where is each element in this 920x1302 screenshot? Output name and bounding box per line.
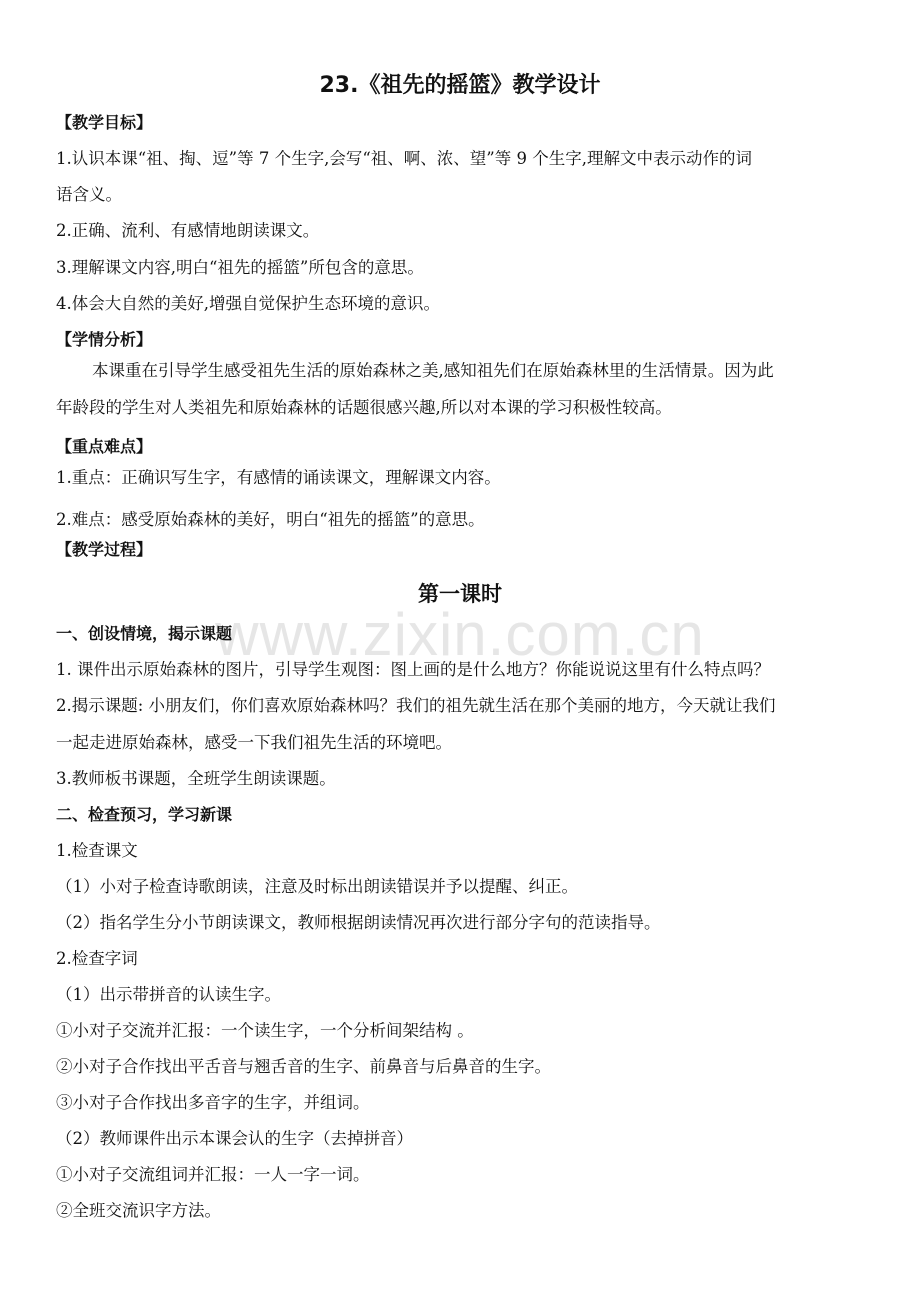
part2-line: （1）小对子检查诗歌朗读，注意及时标出朗读错误并予以提醒、纠正。 — [56, 877, 578, 896]
part2-line: ①小对子交流并汇报：一个读生字，一个分析间架结构 。 — [56, 1021, 474, 1040]
keypoint-line: 2.难点：感受原始森林的美好，明白“祖先的摇篮”的意思。 — [56, 510, 485, 529]
watermark: www.zixin.com.cn — [215, 601, 705, 668]
document-title: 23.《祖先的摇篮》教学设计 — [319, 73, 601, 98]
part2-line: （2）指名学生分小节朗读课文，教师根据朗读情况再次进行部分字句的范读指导。 — [56, 913, 661, 932]
part2-line: ①小对子交流组词并汇报：一人一字一词。 — [56, 1165, 370, 1184]
part2-line: （1）出示带拼音的认读生字。 — [56, 985, 281, 1004]
goal-line: 4.体会大自然的美好,增强自觉保护生态环境的意识。 — [56, 294, 440, 313]
part2-line: ②全班交流识字方法。 — [56, 1201, 221, 1220]
part1-line: 2.揭示课题: 小朋友们，你们喜欢原始森林吗？我们的祖先就生活在那个美丽的地方，今天就让我们 — [56, 696, 776, 715]
analysis-line: 年龄段的学生对人类祖先和原始森林的话题很感兴趣,所以对本课的学习积极性较高。 — [56, 398, 672, 417]
goal-line: 1.认识本课“祖、掏、逗”等 7 个生字,会写“祖、啊、浓、望”等 9 个生字,理解文中表示动作的词 — [56, 149, 752, 168]
part1-line: 3.教师板书课题，全班学生朗读课题。 — [56, 769, 336, 788]
part2-line: ③小对子合作找出多音字的生字，并组词。 — [56, 1093, 370, 1112]
analysis-line: 本课重在引导学生感受祖先生活的原始森林之美,感知祖先们在原始森林里的生活情景。因为此 — [92, 361, 774, 380]
keypoints-heading: 【重点难点】 — [56, 437, 153, 456]
part1-heading: 一、创设情境，揭示课题 — [56, 624, 233, 643]
goal-line: 语含义。 — [56, 185, 122, 204]
goals-heading: 【教学目标】 — [56, 113, 153, 132]
part2-line: 1.检查课文 — [56, 841, 138, 860]
keypoint-line: 1.重点：正确识写生字，有感情的诵读课文，理解课文内容。 — [56, 468, 501, 487]
lesson-title: 第一课时 — [418, 582, 502, 606]
process-heading: 【教学过程】 — [56, 540, 153, 559]
goal-line: 3.理解课文内容,明白“祖先的摇篮”所包含的意思。 — [56, 258, 424, 277]
analysis-heading: 【学情分析】 — [56, 330, 153, 349]
part2-line: ②小对子合作找出平舌音与翘舌音的生字、前鼻音与后鼻音的生字。 — [56, 1057, 551, 1076]
part1-line: 一起走进原始森林，感受一下我们祖先生活的环境吧。 — [56, 733, 452, 752]
goal-line: 2.正确、流利、有感情地朗读课文。 — [56, 221, 320, 240]
part2-line: 2.检查字词 — [56, 949, 138, 968]
part1-line: 1. 课件出示原始森林的图片，引导学生观图：图上画的是什么地方？你能说说这里有什么特点吗？ — [56, 660, 770, 679]
part2-line: （2）教师课件出示本课会认的生字（去掉拼音） — [56, 1129, 413, 1148]
part2-heading: 二、检查预习，学习新课 — [56, 805, 233, 824]
